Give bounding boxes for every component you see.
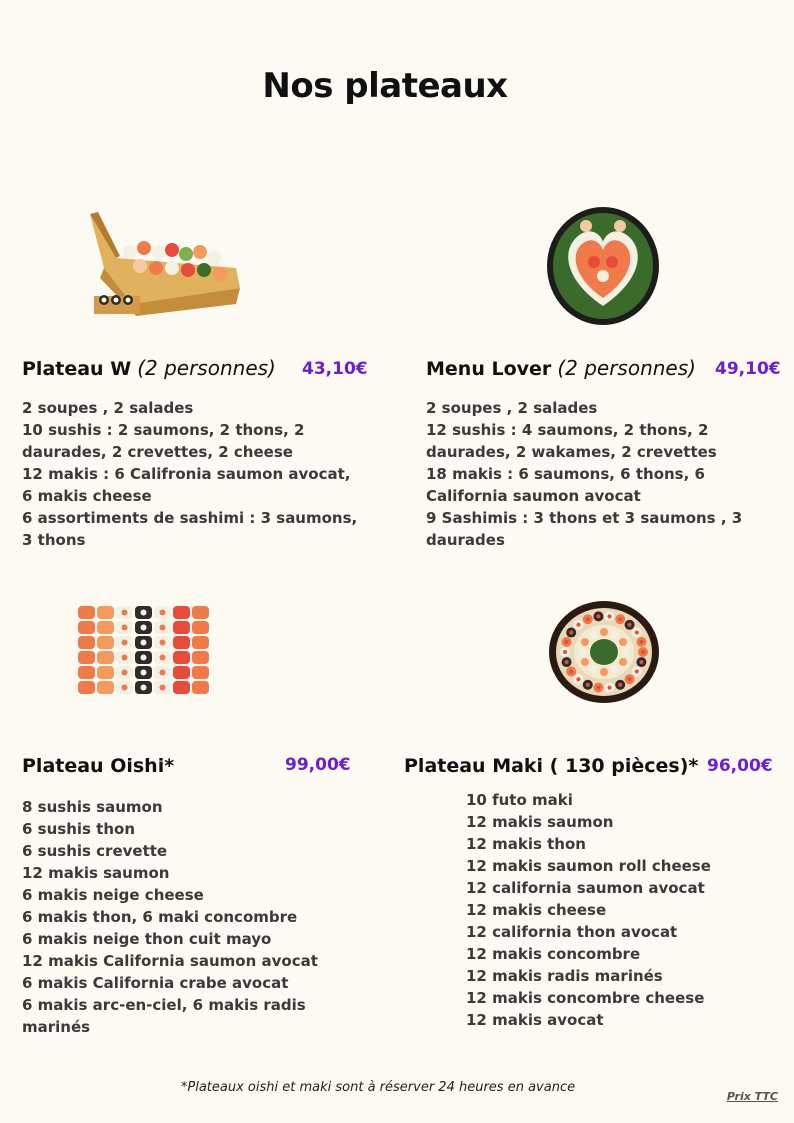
list-item: 10 sushis : 2 saumons, 2 thons, 2 bbox=[22, 421, 305, 439]
list-item: 12 makis thon bbox=[466, 835, 586, 853]
plate-w-items bbox=[22, 397, 392, 551]
list-item: 12 makis saumon bbox=[466, 813, 614, 831]
list-item: 12 makis avocat bbox=[466, 1011, 604, 1029]
list-item: 6 sushis thon bbox=[22, 820, 135, 838]
plate-oishi-heading bbox=[22, 755, 174, 777]
plate-w-persons: (2 personnes) bbox=[137, 356, 276, 380]
plate-maki-price: 96,00€ bbox=[707, 756, 773, 776]
list-item: daurades bbox=[426, 531, 505, 549]
list-item: 12 california thon avocat bbox=[466, 923, 678, 941]
list-item: 6 makis cheese bbox=[22, 487, 152, 505]
list-item: 12 makis saumon bbox=[22, 864, 170, 882]
list-item: 12 makis cheese bbox=[466, 901, 607, 919]
list-item: 6 assortiments de sashimi : 3 saumons, bbox=[22, 509, 358, 527]
prix-ttc-note: Prix TTC bbox=[726, 1090, 778, 1103]
list-item: 6 makis neige thon cuit mayo bbox=[22, 930, 272, 948]
menu-lover-price: 49,10€ bbox=[715, 359, 781, 379]
page-title: Nos plateaux bbox=[262, 66, 508, 106]
list-item: daurades, 2 crevettes, 2 cheese bbox=[22, 443, 293, 461]
list-item: 12 makis saumon roll cheese bbox=[466, 857, 711, 875]
list-item: 8 sushis saumon bbox=[22, 798, 163, 816]
list-item: 18 makis : 6 saumons, 6 thons, 6 bbox=[426, 465, 705, 483]
plate-oishi-name: Plateau Oishi* bbox=[22, 755, 175, 777]
list-item: 3 thons bbox=[22, 531, 86, 549]
sushi-boat-image bbox=[86, 208, 242, 320]
list-item: California saumon avocat bbox=[426, 487, 641, 505]
list-item: 2 soupes , 2 salades bbox=[426, 399, 598, 417]
list-item: 6 makis thon, 6 maki concombre bbox=[22, 908, 298, 926]
maki-round-platter-image bbox=[548, 600, 660, 704]
list-item: 12 makis California saumon avocat bbox=[22, 952, 318, 970]
sushi-tray-image bbox=[74, 602, 214, 698]
plate-oishi-items bbox=[22, 796, 392, 1038]
list-item: 6 makis neige cheese bbox=[22, 886, 204, 904]
menu-lover-items bbox=[426, 397, 786, 551]
list-item: 9 Sashimis : 3 thons et 3 saumons , 3 bbox=[426, 509, 743, 527]
list-item: 6 makis California crabe avocat bbox=[22, 974, 289, 992]
list-item: 6 makis arc-en-ciel, 6 makis radis bbox=[22, 996, 306, 1014]
menu-lover-persons: (2 personnes) bbox=[557, 356, 696, 380]
plate-maki-items bbox=[466, 789, 786, 1031]
list-item: 12 makis concombre cheese bbox=[466, 989, 705, 1007]
list-item: 12 california saumon avocat bbox=[466, 879, 705, 897]
reservation-footnote: *Plateaux oishi et maki sont à réserver 24 heures en avance bbox=[180, 1080, 576, 1095]
list-item: 12 sushis : 4 saumons, 2 thons, 2 bbox=[426, 421, 709, 439]
list-item: 12 makis : 6 Califronia saumon avocat, bbox=[22, 465, 351, 483]
menu-lover-name: Menu Lover bbox=[426, 358, 552, 380]
plate-maki-name: Plateau Maki ( 130 pièces)* bbox=[404, 755, 699, 777]
menu-lover-heading bbox=[426, 356, 696, 380]
list-item: 12 makis concombre bbox=[466, 945, 641, 963]
list-item: daurades, 2 wakames, 2 crevettes bbox=[426, 443, 717, 461]
plate-oishi-price: 99,00€ bbox=[285, 755, 351, 775]
list-item: marinés bbox=[22, 1018, 91, 1036]
list-item: 6 sushis crevette bbox=[22, 842, 168, 860]
list-item: 12 makis radis marinés bbox=[466, 967, 663, 985]
plate-w-price: 43,10€ bbox=[302, 359, 368, 379]
list-item: 10 futo maki bbox=[466, 791, 573, 809]
heart-sushi-platter-image bbox=[546, 206, 660, 326]
plate-w-name: Plateau W bbox=[22, 358, 132, 380]
plate-maki-heading bbox=[404, 755, 698, 777]
plate-w-heading bbox=[22, 356, 276, 380]
list-item: 2 soupes , 2 salades bbox=[22, 399, 194, 417]
